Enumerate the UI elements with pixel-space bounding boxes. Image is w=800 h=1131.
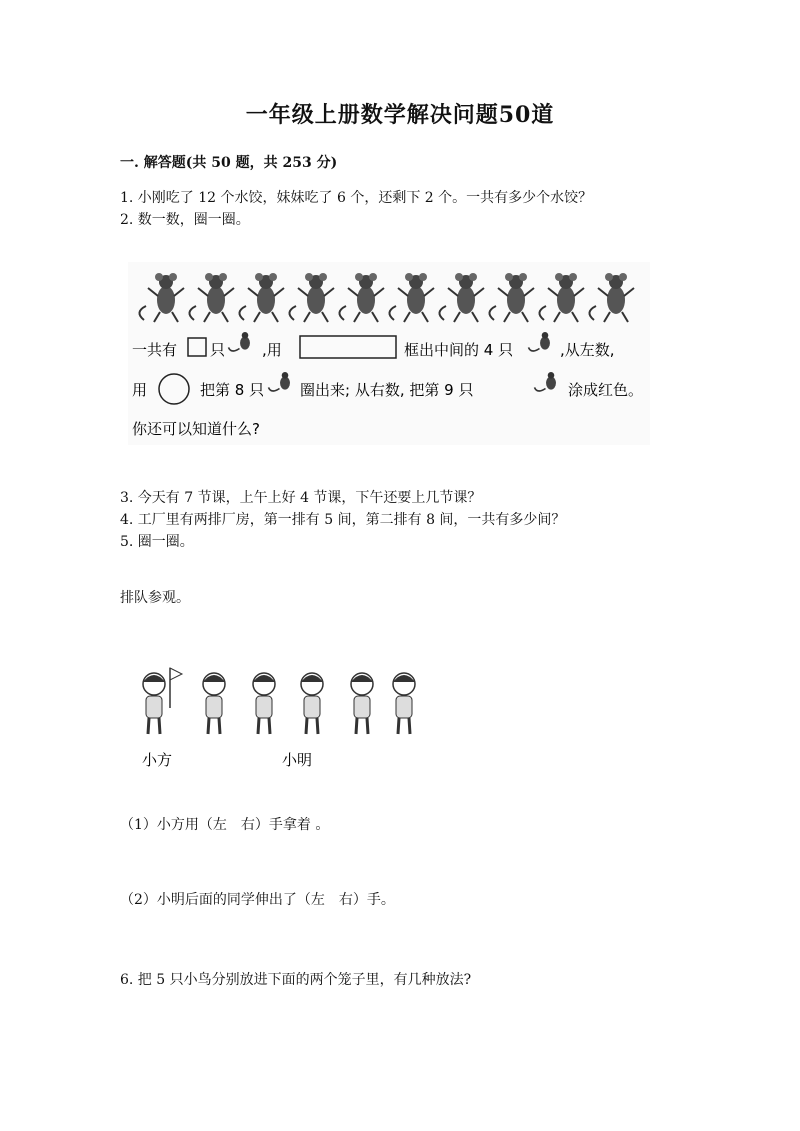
fig-row3: 你还可以知道什么? — [132, 420, 260, 438]
question-5-2: （2）小明后面的同学伸出了（左 右）手。 — [120, 892, 395, 908]
child-figure — [203, 673, 225, 734]
fig-row2-b: 把第 8 只 — [200, 381, 265, 399]
fig-row1-d: 框出中间的 4 只 — [404, 341, 514, 359]
mouse-icon — [189, 273, 234, 322]
child-figure — [393, 673, 415, 734]
mouse-icon — [139, 273, 184, 322]
question-3: 3. 今天有 7 节课，上午上好 4 节课，下午还要上几节课？ — [120, 490, 482, 506]
fig-row1-c: ,用 — [262, 341, 282, 359]
question-2: 2. 数一数，圈一圈。 — [120, 212, 250, 228]
mice-counting-figure — [128, 262, 650, 445]
fig-row1-b: 只 — [210, 341, 226, 359]
answer-box — [188, 338, 206, 356]
child-figure — [351, 673, 373, 734]
mouse-icon — [489, 273, 534, 322]
section-heading: 一. 解答题(共 50 题，共 253 分) — [120, 155, 338, 171]
mouse-icon — [229, 332, 250, 351]
mouse-icon — [389, 273, 434, 322]
fig-row1-e: ,从左数, — [560, 341, 615, 359]
mice-figure-svg — [128, 262, 650, 445]
kids-figure-svg — [120, 660, 420, 780]
question-4: 4. 工厂里有两排厂房，第一排有 5 间，第二排有 8 间，一共有多少间？ — [120, 512, 566, 528]
child-figure — [301, 673, 323, 734]
kids-line-figure — [120, 660, 420, 780]
mouse-icon — [539, 273, 584, 322]
fig-row2-c: 圈出来; 从右数, 把第 9 只 — [300, 381, 474, 399]
mice-row — [139, 273, 634, 322]
page-title: 一年级上册数学解决问题50道 — [245, 102, 555, 128]
frame-box — [300, 336, 396, 358]
name-xiaoming: 小明 — [282, 751, 313, 769]
mouse-icon — [529, 332, 550, 351]
question-5-1: （1）小方用（左 右）手拿着 。 — [120, 817, 330, 833]
question-5-intro: 排队参观。 — [120, 590, 190, 606]
mouse-icon — [289, 273, 334, 322]
question-6: 6. 把 5 只小鸟分别放进下面的两个笼子里，有几种放法? — [120, 972, 472, 988]
child-figure — [253, 673, 275, 734]
mouse-icon — [589, 273, 634, 322]
fig-row1-a: 一共有 — [132, 341, 178, 359]
fig-row2-a: 用 — [132, 381, 148, 399]
fig-row2-d: 涂成红色。 — [568, 381, 644, 399]
question-1: 1. 小刚吃了 12 个水饺，妹妹吃了 6 个，还剩下 2 个。一共有多少个水饺？ — [120, 190, 593, 206]
answer-circle — [159, 374, 189, 404]
mouse-icon — [535, 372, 556, 391]
mouse-icon — [339, 273, 384, 322]
kids-row — [143, 668, 415, 734]
child-figure — [143, 668, 182, 734]
mouse-icon — [269, 372, 290, 391]
name-xiaofang: 小方 — [142, 751, 173, 769]
mouse-icon — [439, 273, 484, 322]
question-5: 5. 圈一圈。 — [120, 534, 194, 550]
mouse-icon — [239, 273, 284, 322]
